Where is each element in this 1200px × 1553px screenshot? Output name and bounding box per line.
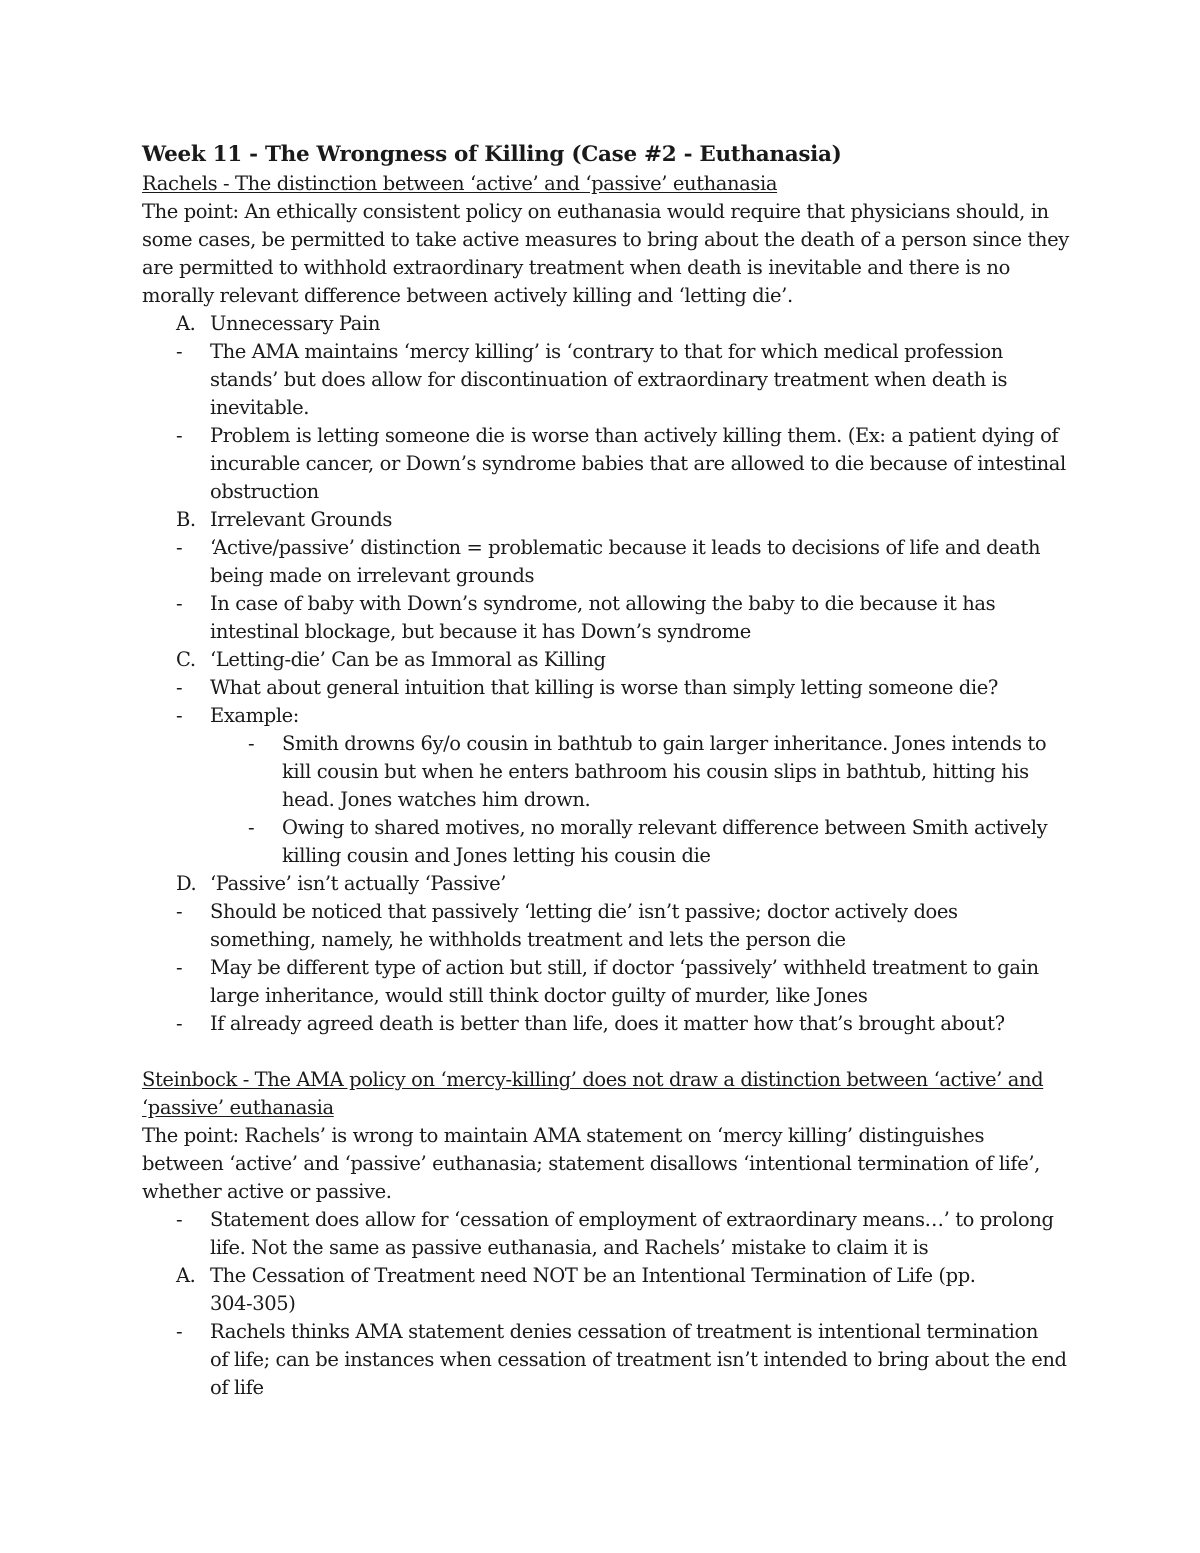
sub-bullet-text: killing cousin and Jones letting his cousin die [282, 844, 711, 867]
sub-bullet-text: kill cousin but when he enters bathroom his cousin slips in bathtub, hitting his [282, 760, 1029, 783]
bullet-text: large inheritance, would still think doctor guilty of murder, like Jones [210, 984, 868, 1007]
section-marker: D. [176, 872, 197, 895]
bullet-text: of life; can be instances when cessation of treatment isn’t intended to bring about the end [210, 1348, 1067, 1371]
section-label: ‘Letting-die’ Can be as Immoral as Killing [210, 648, 606, 671]
rachels-heading: Rachels - The distinction between ‘active’ and ‘passive’ euthanasia [142, 172, 778, 195]
bullet-text: stands’ but does allow for discontinuation of extraordinary treatment when death is [210, 368, 1008, 391]
section-spacer [142, 1038, 1072, 1066]
bullet-text: In case of baby with Down’s syndrome, not allowing the baby to die because it has [210, 592, 996, 615]
bullet-text: being made on irrelevant grounds [210, 564, 535, 587]
steinbock-heading: ‘passive’ euthanasia [142, 1096, 334, 1119]
bullet-text: of life [210, 1376, 264, 1399]
steinbock-point-line: between ‘active’ and ‘passive’ euthanasia; statement disallows ‘intentional termination of life’, [142, 1152, 1040, 1175]
bullet-item [142, 1318, 1072, 1346]
dash-marker: - [176, 1320, 183, 1343]
steinbock-point-line: The point: Rachels’ is wrong to maintain AMA statement on ‘mercy killing’ distinguishes [142, 1124, 985, 1147]
bullet-item [142, 534, 1072, 562]
sub-bullet-item [142, 730, 1072, 758]
section-label: The Cessation of Treatment need NOT be an Intentional Termination of Life (pp. [210, 1264, 976, 1287]
bullet-text: Example: [210, 704, 299, 727]
dash-marker: - [176, 956, 183, 979]
section-marker: C. [176, 648, 196, 671]
dash-marker: - [176, 424, 183, 447]
bullet-item [142, 422, 1072, 450]
section-marker: A. [176, 312, 196, 335]
bullet-item [142, 954, 1072, 982]
dash-marker: - [176, 340, 183, 363]
rachels-point-line: some cases, be permitted to take active measures to bring about the death of a person since they [142, 228, 1069, 251]
bullet-item [142, 590, 1072, 618]
section-label: Irrelevant Grounds [210, 508, 392, 531]
sub-bullet-item [142, 814, 1072, 842]
section-label: 304-305) [210, 1292, 296, 1315]
steinbock-heading: Steinbock - The AMA policy on ‘mercy-killing’ does not draw a distinction between ‘active’ and [142, 1068, 1044, 1091]
steinbock-point-line: whether active or passive. [142, 1180, 392, 1203]
section-heading [142, 310, 1072, 338]
sub-bullet-text: head. Jones watches him drown. [282, 788, 591, 811]
rachels-point-line: morally relevant difference between actively killing and ‘letting die’. [142, 284, 793, 307]
bullet-item [142, 674, 1072, 702]
bullet-item [142, 898, 1072, 926]
section-label: Unnecessary Pain [210, 312, 380, 335]
bullet-text: incurable cancer, or Down’s syndrome babies that are allowed to die because of intestinal [210, 452, 1066, 475]
bullet-item [142, 1010, 1072, 1038]
bullet-item [142, 702, 1072, 730]
bullet-item [142, 338, 1072, 366]
bullet-text: obstruction [210, 480, 319, 503]
dash-marker: - [176, 676, 183, 699]
bullet-text: life. Not the same as passive euthanasia, and Rachels’ mistake to claim it is [210, 1236, 929, 1259]
dash-marker: - [176, 1208, 183, 1231]
dash-marker: - [176, 1012, 183, 1035]
document-body [142, 140, 1072, 1402]
bullet-text: Statement does allow for ‘cessation of employment of extraordinary means…’ to prolong [210, 1208, 1054, 1231]
section-heading [142, 506, 1072, 534]
dash-marker: - [176, 536, 183, 559]
bullet-text: The AMA maintains ‘mercy killing’ is ‘contrary to that for which medical profession [210, 340, 1003, 363]
bullet-text: Should be noticed that passively ‘letting die’ isn’t passive; doctor actively does [210, 900, 958, 923]
dash-marker: - [176, 900, 183, 923]
bullet-text: Problem is letting someone die is worse than actively killing them. (Ex: a patient dying of [210, 424, 1059, 447]
section-heading [142, 646, 1072, 674]
section-label: ‘Passive’ isn’t actually ‘Passive’ [210, 872, 507, 895]
sub-bullet-text: Owing to shared motives, no morally relevant difference between Smith actively [282, 816, 1048, 839]
bullet-text: Rachels thinks AMA statement denies cessation of treatment is intentional termination [210, 1320, 1038, 1343]
section-heading [142, 870, 1072, 898]
rachels-point-line: are permitted to withhold extraordinary treatment when death is inevitable and there is no [142, 256, 1010, 279]
section-heading [142, 1262, 1072, 1290]
bullet-text: inevitable. [210, 396, 310, 419]
bullet-text: ‘Active/passive’ distinction = problematic because it leads to decisions of life and death [210, 536, 1041, 559]
bullet-item [142, 1206, 1072, 1234]
section-marker: B. [176, 508, 196, 531]
dash-marker: - [176, 704, 183, 727]
rachels-point-line: The point: An ethically consistent policy on euthanasia would require that physicians should, in [142, 200, 1049, 223]
dash-marker: - [176, 592, 183, 615]
section-marker: A. [176, 1264, 196, 1287]
sub-bullet-text: Smith drowns 6y/o cousin in bathtub to gain larger inheritance. Jones intends to [282, 732, 1047, 755]
page-title: Week 11 - The Wrongness of Killing (Case #2 - Euthanasia) [142, 142, 842, 167]
bullet-text: May be different type of action but still, if doctor ‘passively’ withheld treatment to gain [210, 956, 1039, 979]
dash-marker: - [248, 816, 255, 839]
dash-marker: - [248, 732, 255, 755]
bullet-text: If already agreed death is better than life, does it matter how that’s brought about? [210, 1012, 1005, 1035]
bullet-text: intestinal blockage, but because it has Down’s syndrome [210, 620, 751, 643]
bullet-text: What about general intuition that killing is worse than simply letting someone die? [210, 676, 998, 699]
bullet-text: something, namely, he withholds treatment and lets the person die [210, 928, 846, 951]
